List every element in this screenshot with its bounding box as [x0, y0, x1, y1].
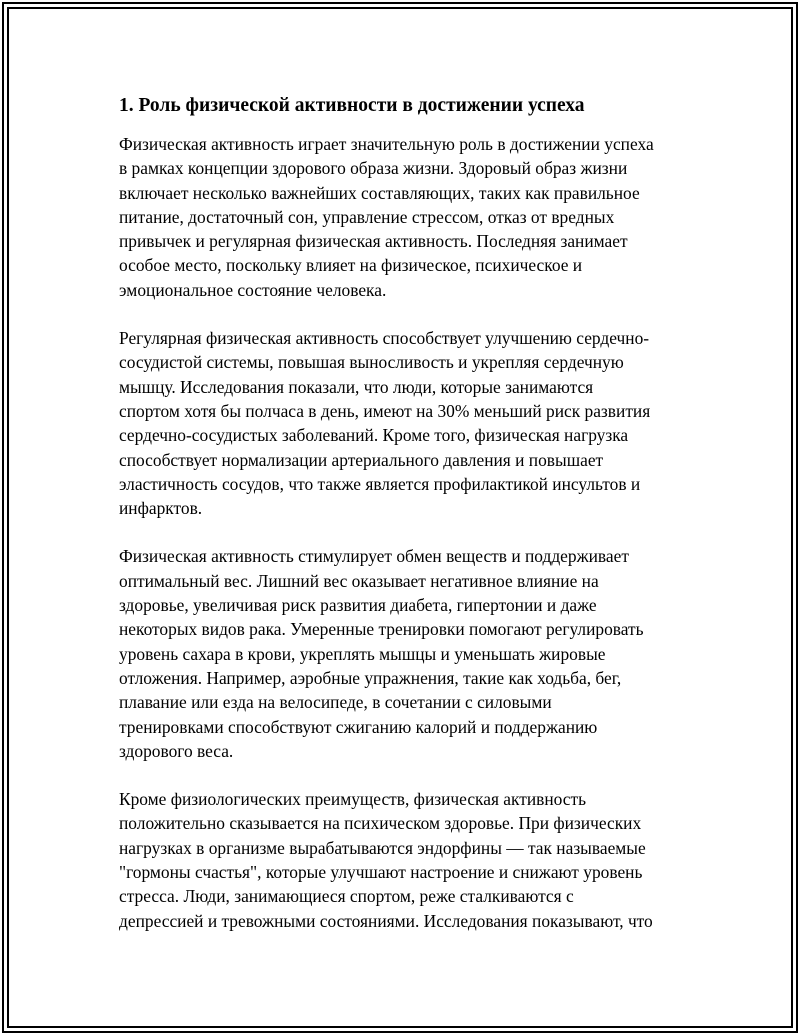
- paragraph-line: эластичность сосудов, что также является профилактикой инсультов и: [119, 473, 641, 494]
- paragraph-line: Физическая активность играет значительную роль в достижении успеха: [119, 134, 654, 154]
- paragraph: [119, 326, 699, 520]
- paragraph-line: уровень сахара в крови, укреплять мышцы и уменьшать жировые: [119, 643, 606, 664]
- paragraph: [119, 787, 699, 933]
- paragraph-line: Регулярная физическая активность способствует улучшению сердечно-: [119, 328, 650, 349]
- paragraph-line: отложения. Например, аэробные упражнения, такие как ходьба, бег,: [119, 667, 622, 688]
- paragraph-line: инфарктов.: [119, 498, 203, 519]
- paragraph-line: депрессией и тревожными состояниями. Исследования показывают, что: [119, 910, 653, 931]
- paragraph-line: в рамках концепции здорового образа жизни. Здоровый образ жизни: [119, 158, 628, 179]
- paragraph-line: тренировками способствуют сжиганию калорий и поддержанию: [119, 716, 598, 737]
- paragraph-line: сосудистой системы, повышая выносливость и укрепляя сердечную: [119, 352, 624, 373]
- paragraph-line: привычек и регулярная физическая активность. Последняя занимает: [119, 231, 628, 252]
- paragraph-line: питание, достаточный сон, управление стрессом, отказ от вредных: [119, 206, 615, 227]
- paragraph-line: некоторых видов рака. Умеренные тренировки помогают регулировать: [119, 619, 644, 640]
- paragraph-line: включает несколько важнейших составляющих, таких как правильное: [119, 182, 640, 203]
- document-body: [119, 92, 699, 957]
- paragraph-line: мышцу. Исследования показали, что люди, которые занимаются: [119, 376, 594, 397]
- paragraph: [119, 132, 699, 302]
- paragraph: [119, 544, 699, 763]
- paragraph-list: [119, 132, 699, 933]
- paragraph-line: оптимальный вес. Лишний вес оказывает негативное влияние на: [119, 570, 599, 591]
- paragraph-line: эмоциональное состояние человека.: [119, 279, 387, 300]
- paragraph-line: здорового веса.: [119, 740, 234, 761]
- paragraph-line: спортом хотя бы полчаса в день, имеют на 30% меньший риск развития: [119, 400, 651, 421]
- paragraph-line: стресса. Люди, занимающиеся спортом, реже сталкиваются с: [119, 886, 574, 907]
- paragraph-line: "гормоны счастья", которые улучшают настроение и снижают уровень: [119, 862, 643, 883]
- paragraph-line: положительно сказывается на психическом здоровье. При физических: [119, 813, 642, 834]
- section-heading: 1. Роль физической активности в достижении успеха: [119, 95, 585, 116]
- paragraph-line: нагрузках в организме вырабатываются эндорфины — так называемые: [119, 837, 646, 858]
- paragraph-line: здоровье, увеличивая риск развития диабета, гипертонии и даже: [119, 595, 597, 616]
- paragraph-line: Физическая активность стимулирует обмен веществ и поддерживает: [119, 546, 629, 567]
- paragraph-line: Кроме физиологических преимуществ, физическая активность: [119, 789, 587, 810]
- paragraph-line: сердечно-сосудистых заболеваний. Кроме того, физическая нагрузка: [119, 425, 629, 446]
- paragraph-line: плавание или езда на велосипеде, в сочетании с силовыми: [119, 692, 552, 713]
- paragraph-line: способствует нормализации артериального давления и повышает: [119, 449, 604, 470]
- paragraph-line: особое место, поскольку влияет на физическое, психическое и: [119, 255, 583, 276]
